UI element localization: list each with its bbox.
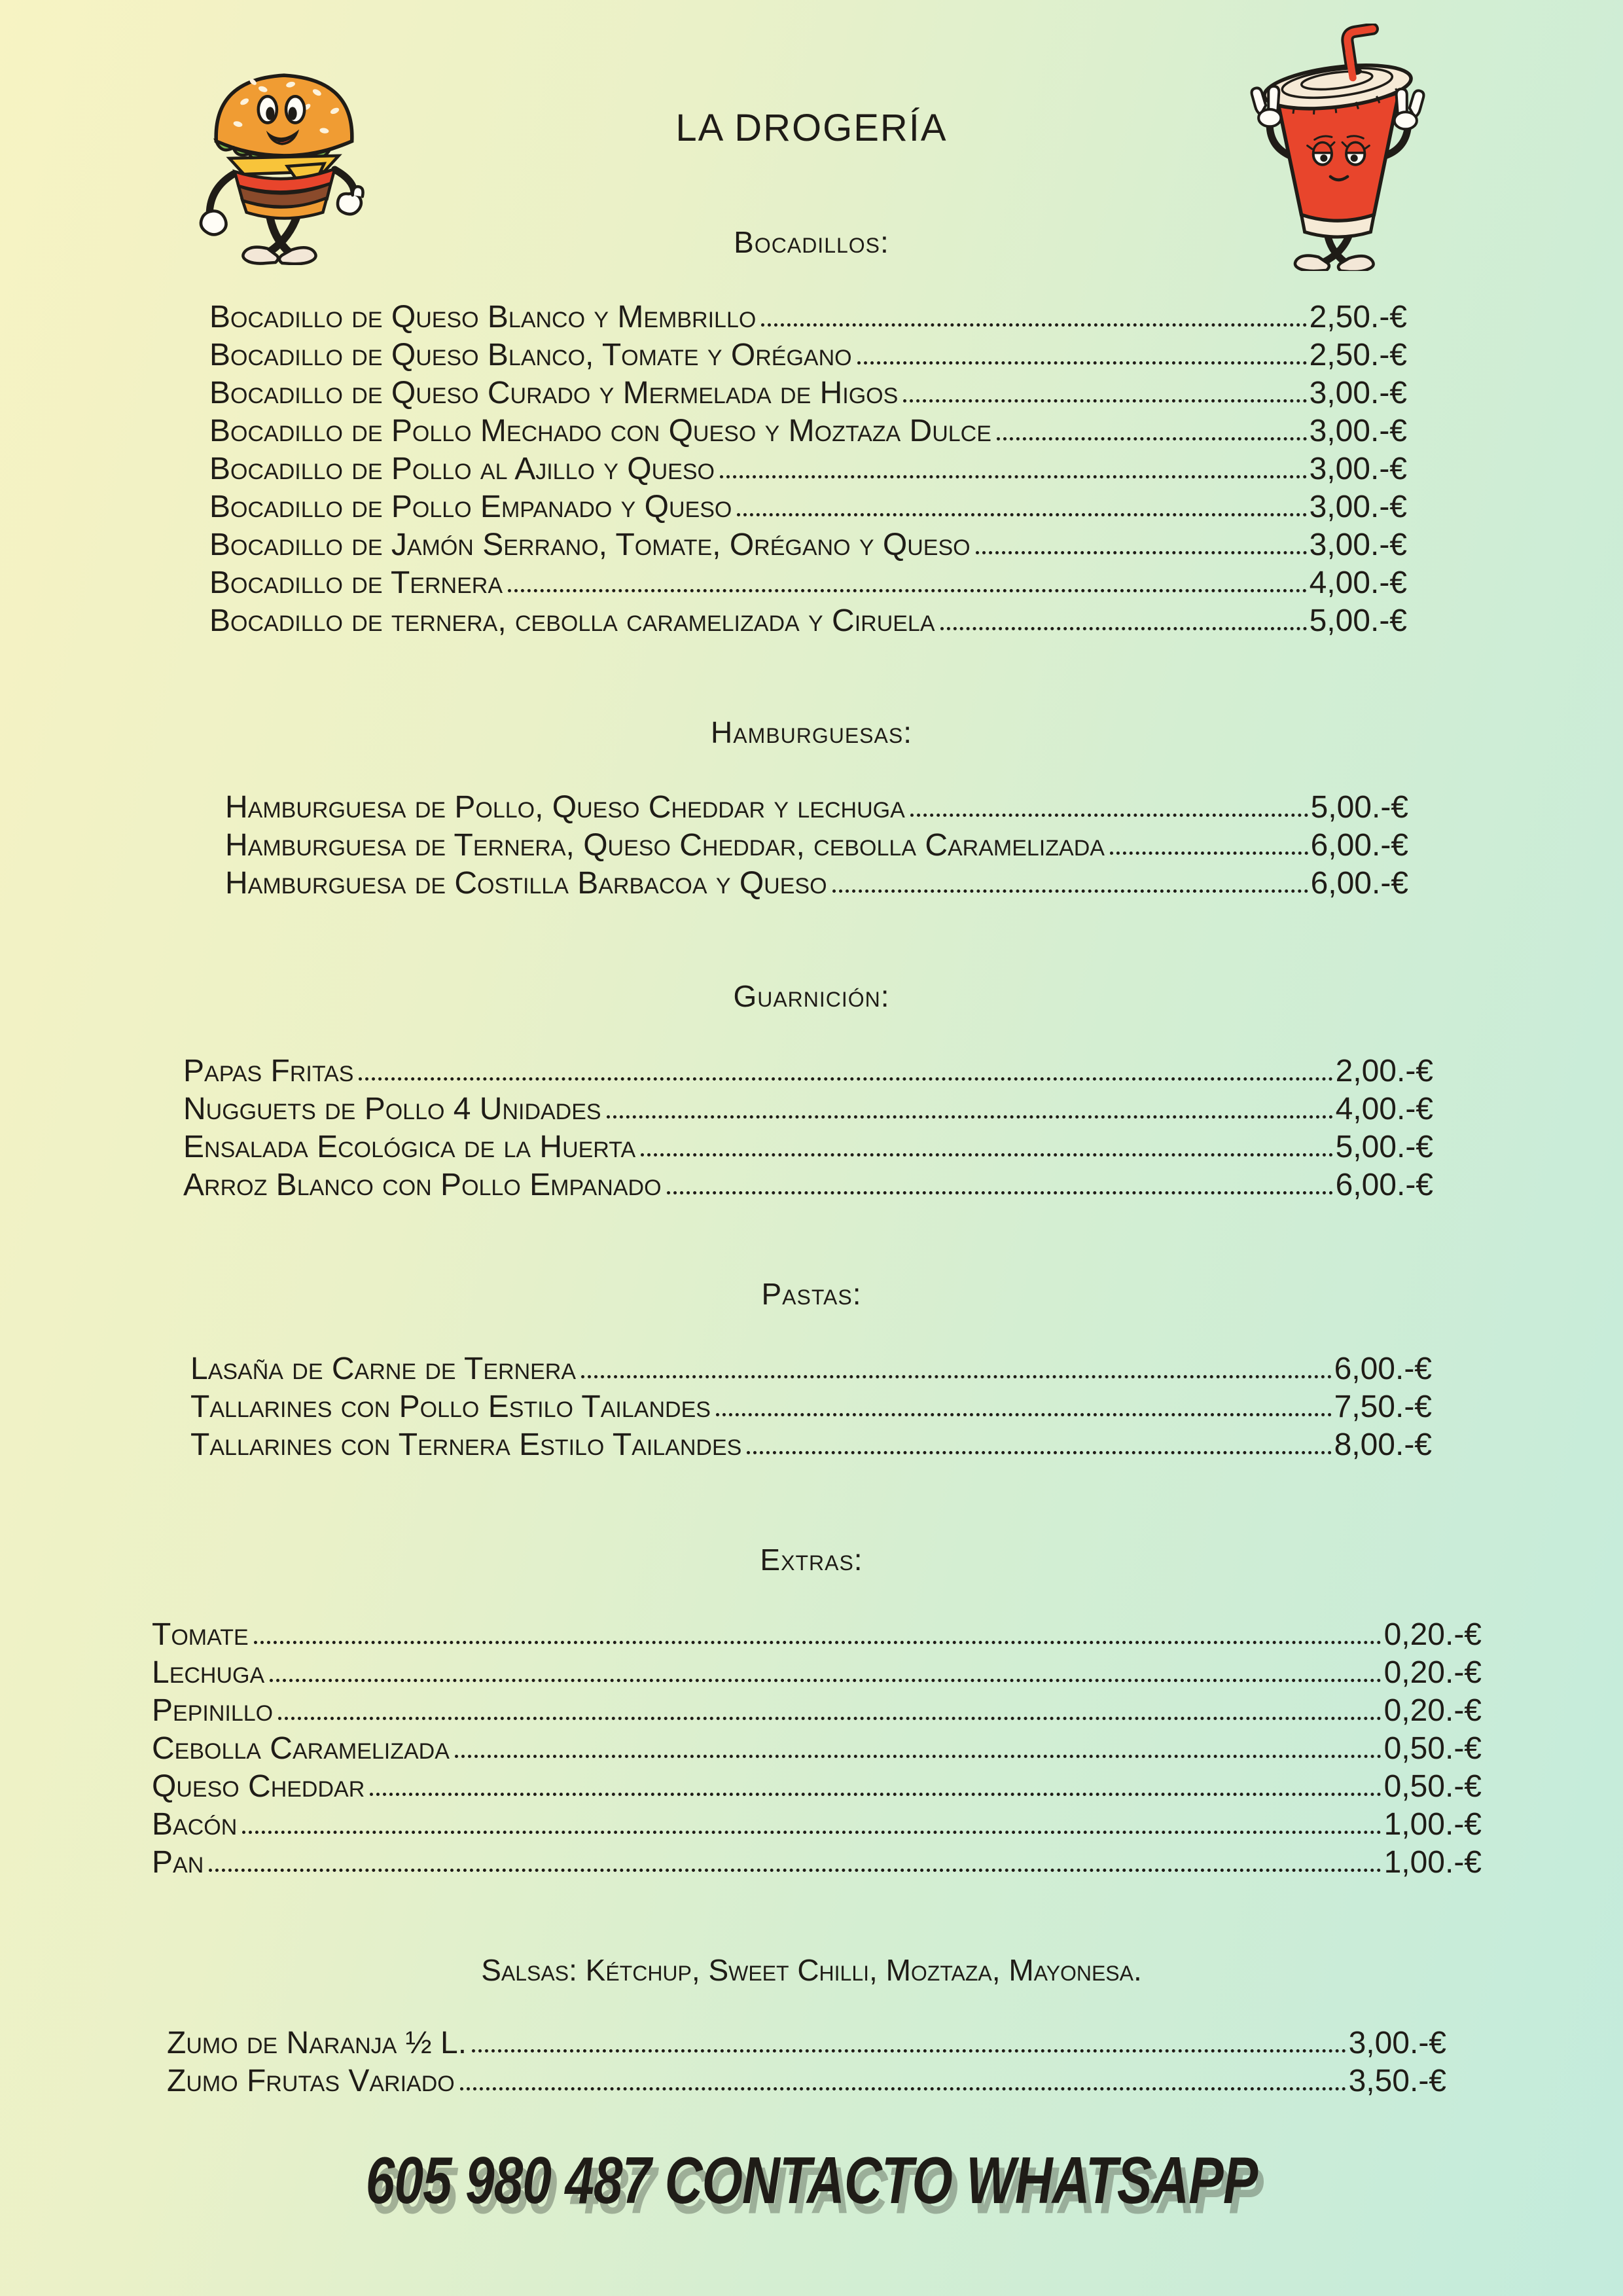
menu-item-row (152, 1844, 1482, 1882)
dots-leader (716, 1413, 1332, 1416)
item-price: 6,00.-€ (1334, 1352, 1432, 1386)
item-price: 2,50.-€ (1309, 338, 1407, 372)
item-price: 7,50.-€ (1334, 1390, 1432, 1424)
contact-text: 605 980 487 CONTACTO WHATSAPP (365, 2144, 1258, 2218)
dots-leader (720, 475, 1307, 478)
item-name: Bocadillo de Jamón Serrano, Tomate, Orégano y Queso (209, 528, 971, 562)
dots-leader (460, 2087, 1346, 2090)
item-name: Papas Fritas (183, 1054, 354, 1088)
dots-leader (278, 1717, 1381, 1720)
dots-leader (910, 814, 1308, 817)
item-price: 0,50.-€ (1383, 1769, 1482, 1804)
item-price: 3,00.-€ (1309, 528, 1407, 562)
item-price: 5,00.-€ (1309, 603, 1407, 638)
item-price: 3,00.-€ (1348, 2026, 1446, 2060)
menu-item-row (167, 2024, 1446, 2062)
item-name: Ensalada Ecológica de la Huerta (183, 1130, 636, 1164)
item-name: Bocadillo de Queso Blanco, Tomate y Orégano (209, 338, 852, 372)
item-price: 3,50.-€ (1348, 2064, 1446, 2098)
menu-item-row (152, 1806, 1482, 1844)
menu-items-list (0, 1350, 1623, 1464)
item-price: 6,00.-€ (1310, 866, 1408, 901)
menu-item-row (209, 602, 1407, 640)
item-price: 8,00.-€ (1334, 1427, 1432, 1462)
item-price: 0,20.-€ (1383, 1655, 1482, 1690)
page-title: LA DROGERÍA (675, 107, 948, 149)
section-bocadillos (0, 225, 1623, 640)
section-heading: Hamburguesas: (711, 715, 912, 749)
dots-leader (270, 1679, 1381, 1682)
dots-leader (761, 323, 1306, 327)
dots-leader (242, 1831, 1381, 1834)
item-price: 5,00.-€ (1310, 790, 1408, 825)
item-price: 3,00.-€ (1309, 414, 1407, 448)
menu-item-row (209, 336, 1407, 374)
dots-leader (455, 1755, 1382, 1758)
item-price: 1,00.-€ (1383, 1845, 1482, 1880)
section-guarnicion (0, 979, 1623, 1204)
dots-leader (370, 1793, 1381, 1796)
dots-leader (581, 1375, 1332, 1378)
dots-leader (254, 1641, 1382, 1644)
menu-item-row (225, 789, 1408, 827)
item-name: Bocadillo de Queso Curado y Mermelada de Higos (209, 376, 899, 410)
dots-leader (1110, 852, 1308, 855)
dots-leader (832, 889, 1308, 893)
menu-item-row (190, 1350, 1432, 1388)
item-price: 3,00.-€ (1309, 490, 1407, 524)
dots-leader (857, 361, 1307, 365)
menu-item-row (209, 526, 1407, 564)
dots-leader (472, 2049, 1346, 2053)
item-name: Zumo Frutas Variado (167, 2064, 455, 2098)
menu-item-row (225, 827, 1408, 865)
item-name: Nugguets de Pollo 4 Unidades (183, 1092, 601, 1126)
item-price: 2,00.-€ (1335, 1054, 1433, 1088)
item-name: Tallarines con Ternera Estilo Tailandes (190, 1427, 742, 1462)
dots-leader (359, 1077, 1332, 1081)
dots-leader (667, 1191, 1333, 1194)
item-price: 0,20.-€ (1383, 1693, 1482, 1728)
menu-item-row (183, 1052, 1433, 1090)
item-name: Cebolla Caramelizada (152, 1731, 450, 1766)
menu-item-row (209, 564, 1407, 602)
section-heading: Bocadillos: (734, 225, 889, 259)
item-name: Tomate (152, 1617, 249, 1652)
item-name: Lechuga (152, 1655, 265, 1690)
section-hamburguesas (0, 715, 1623, 903)
menu-item-row (152, 1654, 1482, 1692)
item-name: Hamburguesa de Pollo, Queso Cheddar y lechuga (225, 790, 905, 825)
dots-leader (747, 1451, 1331, 1454)
dots-leader (997, 437, 1307, 440)
item-price: 6,00.-€ (1335, 1168, 1433, 1202)
menu-item-row (183, 1090, 1433, 1128)
salsas-note: Salsas: Kétchup, Sweet Chilli, Moztaza, Mayonesa. (481, 1953, 1142, 1987)
menu-item-row (225, 865, 1408, 903)
item-name: Pepinillo (152, 1693, 274, 1728)
item-name: Pan (152, 1845, 204, 1880)
dots-leader (940, 627, 1307, 630)
item-price: 1,00.-€ (1383, 1807, 1482, 1842)
dots-leader (737, 513, 1306, 516)
item-name: Arroz Blanco con Pollo Empanado (183, 1168, 662, 1202)
item-price: 5,00.-€ (1335, 1130, 1433, 1164)
menu-items-list (0, 1052, 1623, 1204)
section-heading: Pastas: (761, 1277, 862, 1311)
menu-item-row (209, 450, 1407, 488)
item-price: 4,00.-€ (1309, 565, 1407, 600)
dots-leader (508, 589, 1307, 592)
item-name: Bocadillo de Queso Blanco y Membrillo (209, 300, 757, 334)
item-name: Lasaña de Carne de Ternera (190, 1352, 577, 1386)
item-name: Bocadillo de Pollo Empanado y Queso (209, 490, 732, 524)
section-drinks (0, 2024, 1623, 2100)
dots-leader (209, 1869, 1381, 1872)
menu-items-list (0, 2024, 1623, 2100)
item-price: 2,50.-€ (1309, 300, 1407, 334)
item-price: 0,20.-€ (1383, 1617, 1482, 1652)
item-price: 3,00.-€ (1309, 452, 1407, 486)
dots-leader (607, 1115, 1333, 1119)
menu-item-row (190, 1426, 1432, 1464)
dots-leader (903, 399, 1306, 403)
item-name: Bocadillo de Pollo Mechado con Queso y Moztaza Dulce (209, 414, 991, 448)
item-name: Bocadillo de Ternera (209, 565, 503, 600)
menu-item-row (167, 2062, 1446, 2100)
item-name: Bocadillo de Pollo al Ajillo y Queso (209, 452, 715, 486)
item-name: Hamburguesa de Costilla Barbacoa y Queso (225, 866, 827, 901)
menu-item-row (152, 1692, 1482, 1730)
menu-item-row (183, 1166, 1433, 1204)
menu-item-row (209, 412, 1407, 450)
section-heading: Extras: (760, 1543, 863, 1577)
whatsapp-contact (0, 2144, 1623, 2218)
menu-items-list (0, 298, 1623, 640)
section-heading: Guarnición: (733, 979, 890, 1013)
section-pastas (0, 1277, 1623, 1464)
item-price: 0,50.-€ (1383, 1731, 1482, 1766)
item-price: 6,00.-€ (1310, 828, 1408, 863)
menu-item-row (152, 1616, 1482, 1654)
item-name: Queso Cheddar (152, 1769, 365, 1804)
item-price: 3,00.-€ (1309, 376, 1407, 410)
menu-item-row (209, 488, 1407, 526)
item-name: Tallarines con Pollo Estilo Tailandes (190, 1390, 711, 1424)
dots-leader (641, 1153, 1332, 1157)
item-name: Zumo de Naranja ½ L. (167, 2026, 467, 2060)
menu-item-row (209, 374, 1407, 412)
item-name: Bacón (152, 1807, 238, 1842)
dots-leader (976, 551, 1307, 554)
menu-item-row (190, 1388, 1432, 1426)
section-extras (0, 1543, 1623, 1882)
menu-items-list (0, 789, 1623, 903)
item-name: Bocadillo de ternera, cebolla caramelizada y Ciruela (209, 603, 935, 638)
item-name: Hamburguesa de Ternera, Queso Cheddar, cebolla Caramelizada (225, 828, 1105, 863)
item-price: 4,00.-€ (1335, 1092, 1433, 1126)
menu-item-row (152, 1768, 1482, 1806)
menu-item-row (183, 1128, 1433, 1166)
menu-item-row (209, 298, 1407, 336)
menu-item-row (152, 1730, 1482, 1768)
menu-items-list (0, 1616, 1623, 1882)
